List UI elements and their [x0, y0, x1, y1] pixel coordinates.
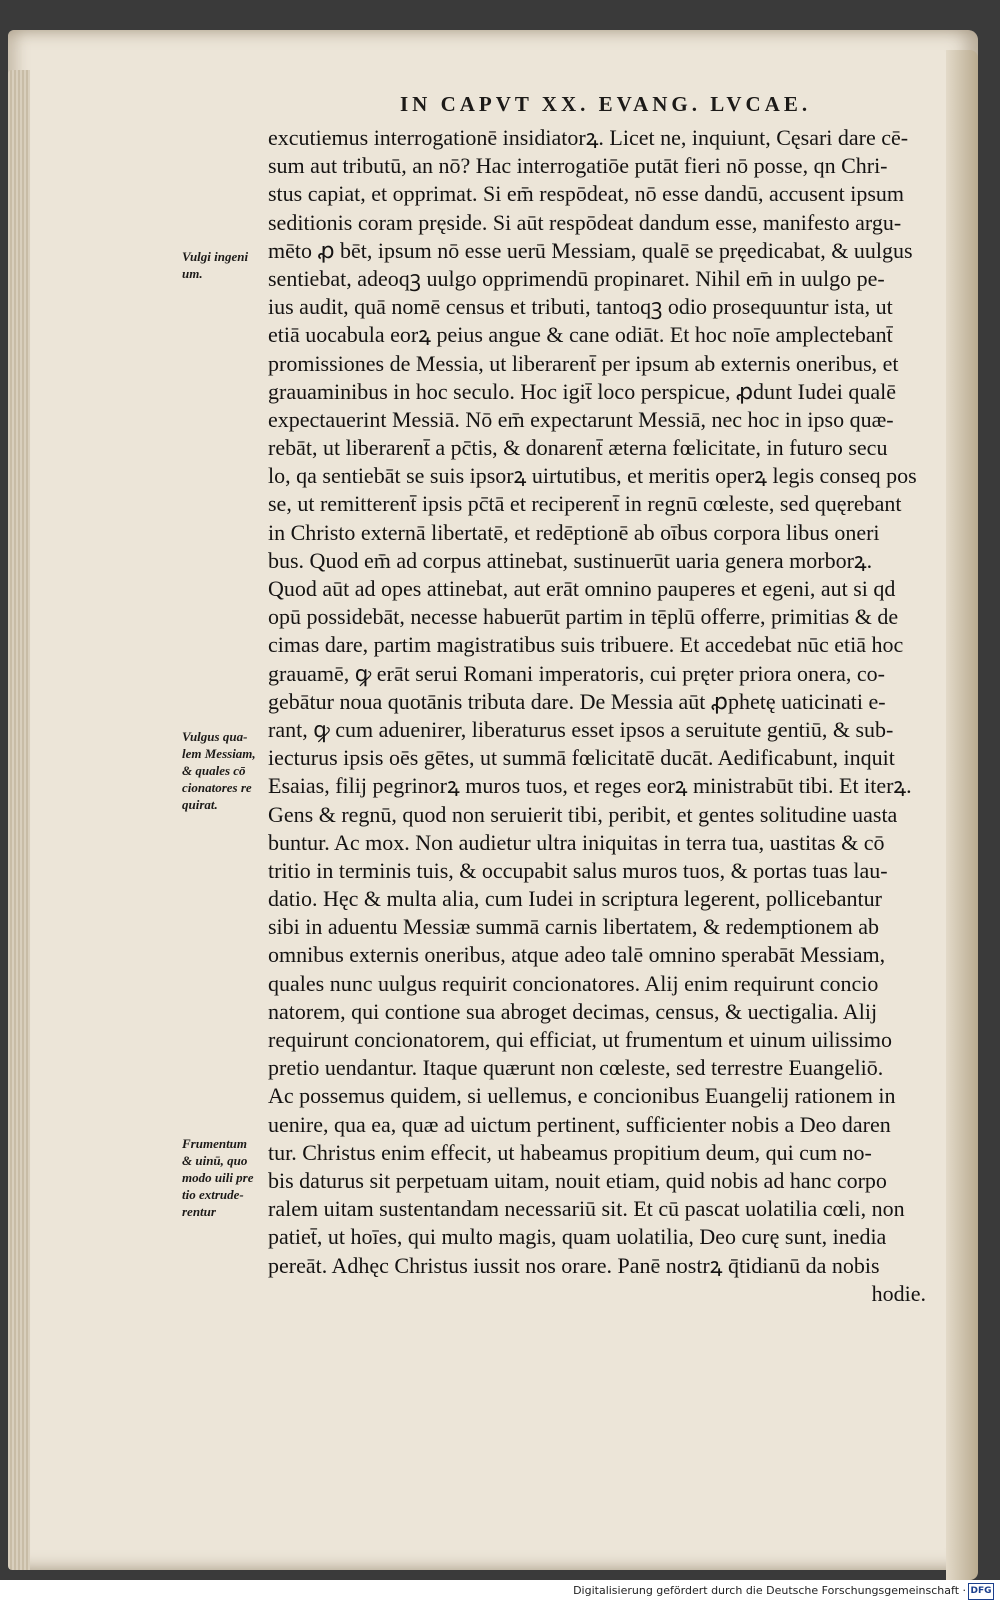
text-line: opū possidebāt, necesse habuerūt partim in tēplū offerre, primitias & de	[268, 604, 899, 630]
text-line: in Christo externā libertatē, et redēptionē ab oībus corpora libus oneri	[268, 519, 880, 545]
marginal-note-frumentum	[182, 1135, 272, 1220]
text-line: quales nunc uulgus requirit concionatores. Alij enim requirunt concio	[268, 970, 879, 996]
text-line: bis daturus sit perpetuam uitam, nouit etiam, quid nobis ad hanc corpo	[268, 1167, 887, 1193]
text-line: pereāt. Adhęc Christus iussit nos orare. Panē nostrꝝ q̄tidianū da nobis	[268, 1252, 880, 1278]
text-line: datio. Hęc & multa alia, cum Iudei in scriptura legerent, pollicebantur	[268, 886, 882, 912]
text-line: ius audit, quā nomē census et tributi, tantoqꝫ odio prosequuntur ista, ut	[268, 294, 893, 320]
text-line: sentiebat, adeoqꝫ uulgo opprimendū propinaret. Nihil em̄ in uulgo pe-	[268, 265, 885, 291]
text-line: sum aut tributū, an nō? Hac interrogatiōe putāt fieri nō posse, qn Chri-	[268, 153, 888, 179]
text-line: buntur. Ac mox. Non audietur ultra iniquitas in terra tua, uastitas & cō	[268, 829, 885, 855]
text-line: expectauerint Messiā. Nō em̄ expectarunt Messiā, nec hoc in ipso quæ-	[268, 406, 894, 432]
text-line: se, ut remitterent̄ ipsis pc̄tā et reciperent̄ in regnū cœleste, sed quęrebant	[268, 491, 902, 517]
marginal-line: cionatores re	[182, 780, 252, 795]
marginal-line: rentur	[182, 1204, 216, 1219]
marginal-line: & quales cō	[182, 763, 246, 778]
text-line: grauamē, ꝙ erāt serui Romani imperatoris, cui pręter priora onera, co-	[268, 660, 885, 686]
page-edge-right	[946, 50, 978, 1580]
marginal-line: um.	[182, 266, 203, 281]
text-line: mēto ꝓ bēt, ipsum nō esse uerū Messiam, qualē se pręedicabat, & uulgus	[268, 237, 913, 263]
text-line: promissiones de Messia, ut liberarent̄ per ipsum ab externis oneribus, et	[268, 350, 899, 376]
dfg-logo: DFG	[968, 1583, 994, 1600]
text-line: ralem uitam sustentandam necessariū sit. Et cū pascat uolatilia cœli, non	[268, 1196, 905, 1222]
marginal-line: Vulgus qua-	[182, 729, 248, 744]
marginal-note-vulgi	[182, 248, 272, 282]
marginal-line: Vulgi ingeni	[182, 249, 249, 264]
footer-bar	[0, 1580, 1000, 1604]
text-line: sibi in aduentu Messiæ summā carnis libertatem, & redemptionem ab	[268, 914, 879, 940]
marginal-line: lem Messiam,	[182, 746, 256, 761]
text-line: pretio uendantur. Itaque quærunt non cœleste, sed terrestre Euangeliō.	[268, 1055, 884, 1081]
marginal-note-qualem-messiam	[182, 728, 272, 813]
marginal-line: Frumentum	[182, 1136, 248, 1151]
funding-credit: Digitalisierung gefördert durch die Deutsche Forschungsgemeinschaft ·	[573, 1584, 966, 1597]
running-head: IN CAPVT XX. EVANG. LVCAE.	[400, 92, 812, 116]
text-line: Esaias, filij pegrinorꝝ muros tuos, et reges eorꝝ ministrabūt tibi. Et iterꝝ.	[268, 773, 912, 799]
catchword: hodie.	[871, 1280, 926, 1306]
text-line: requirunt concionatorem, qui efficiat, ut frumentum et uinum uilissimo	[268, 1027, 893, 1052]
marginal-line: quirat.	[182, 797, 218, 812]
text-line: excutiemus interrogationē insidiatorꝝ. Licet ne, inquiunt, Cęsari dare cē-	[268, 125, 909, 150]
text-line: seditionis coram pręside. Si aūt respōdeat dandum esse, manifesto argu-	[268, 209, 902, 235]
text-line: Gens & regnū, quod non seruierit tibi, peribit, et gentes solitudine uasta	[268, 801, 898, 827]
text-line: natorem, qui contione sua abroget decimas, census, & uectigalia. Alij	[268, 998, 878, 1024]
text-line: uenire, qua ea, quæ ad uictum pertinent, sufficienter nobis a Deo daren	[268, 1111, 891, 1137]
body-text	[268, 124, 938, 1308]
text-line: Ac possemus quidem, si uellemus, e concionibus Euangelij rationem in	[268, 1083, 896, 1109]
text-line: grauaminibus in hoc seculo. Hoc igit̄ loco perspicue, ꝓdunt Iudei qualē	[268, 378, 896, 404]
text-line: patiet̄, ut hoīes, qui multo magis, quam uolatilia, Deo curę sunt, inedia	[268, 1224, 887, 1250]
text-line: rant, ꝙ cum aduenirer, liberaturus esset ipsos a seruitute gentiū, & sub-	[268, 716, 894, 742]
text-line: rebāt, ut liberarent̄ a pc̄tis, & donarent̄ æterna fœlicitate, in futuro secu	[268, 435, 888, 461]
text-line: tur. Christus enim effecit, ut habeamus propitium deum, qui cum no-	[268, 1139, 872, 1165]
text-line: bus. Quod em̄ ad corpus attinebat, sustinuerūt uaria genera morborꝝ.	[268, 547, 873, 573]
text-line: Quod aūt ad opes attinebat, aut erāt omnino pauperes et egeni, aut si qd	[268, 576, 896, 601]
text-line: tritio in terminis tuis, & occupabit salus muros tuos, & portas tuas lau-	[268, 857, 888, 883]
page-edge-left	[8, 70, 30, 1570]
marginal-line: tio extrude-	[182, 1187, 244, 1202]
text-line: stus capiat, et opprimat. Si em̄ respōdeat, nō esse dandū, accusent ipsum	[268, 181, 905, 207]
text-line: iecturus ipsis oēs gētes, ut summā fœlicitatē ducāt. Aedificabunt, inquit	[268, 745, 895, 771]
text-line: cimas dare, partim magistratibus suis tribuere. Et accedebat nūc etiā hoc	[268, 632, 904, 658]
marginal-line: modo uili pre	[182, 1170, 254, 1185]
text-line: etiā uocabula eorꝝ peius angue & cane odiāt. Et hoc noīe amplectebant̄	[268, 322, 893, 348]
marginal-line: & uinū, quo	[182, 1153, 248, 1168]
text-line: lo, qa sentiebāt se suis ipsorꝝ uirtutibus, et meritis operꝝ legis conseq pos	[268, 463, 917, 489]
text-line: omnibus externis oneribus, atque adeo talē omnino sperabāt Messiam,	[268, 942, 886, 968]
text-line: gebātur noua quotānis tributa dare. De Messia aūt ꝓphetę uaticinati e-	[268, 688, 886, 714]
